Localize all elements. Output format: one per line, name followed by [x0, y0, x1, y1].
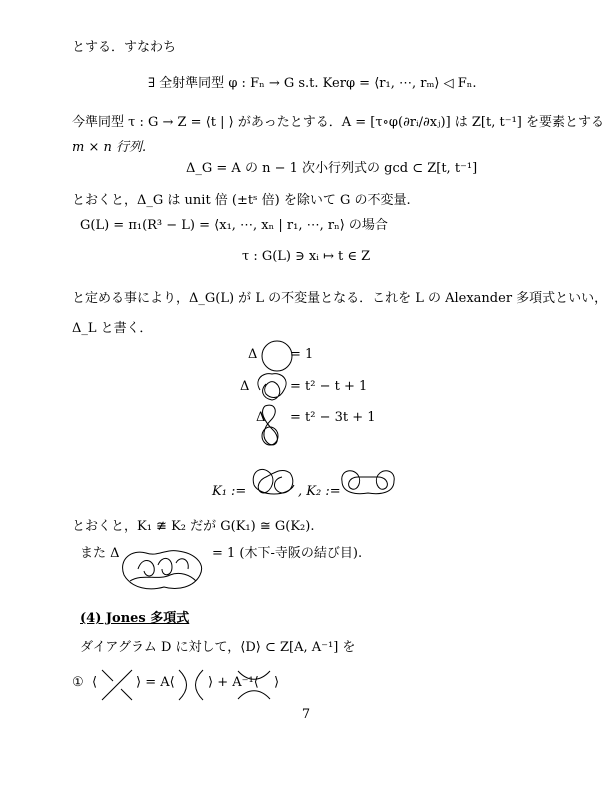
delta-definition: Δ_G = A の n − 1 次小行列式の gcd ⊂ Z[t, t⁻¹]	[186, 161, 478, 176]
k-comparison-line: とおくと，K₁ ≇ K₂ だが G(K₁) ≅ G(K₂).	[72, 519, 315, 534]
matrix-size-line: m × n 行列.	[72, 140, 147, 155]
alexander-line-2: Δ_L と書く．	[72, 321, 153, 336]
crossing-diagram	[100, 668, 134, 702]
horizontal-smoothing-diagram	[236, 668, 272, 702]
tau-map: τ : G(L) ∋ xᵢ ↦ t ∈ Z	[242, 249, 371, 264]
bracket-plus-a-inverse: ⟩ + A⁻¹⟨	[208, 675, 259, 690]
kinoshita-prefix: また Δ	[80, 546, 120, 561]
k1-label: K₁ :=	[212, 484, 247, 499]
page-number: 7	[301, 707, 311, 722]
delta-symbol-unknot: Δ	[248, 347, 258, 362]
figure-eight-diagram	[255, 402, 285, 448]
k2-knot-diagram	[338, 465, 398, 497]
kinoshita-polynomial: = 1 (木下-寺阪の結び目).	[212, 546, 363, 561]
bracket-open: ⟨	[92, 675, 98, 690]
intro-line: とする．すなわち	[72, 40, 177, 55]
homomorphism-line: 今準同型 τ : G → Z = ⟨t | ⟩ があったとする．A = [τ∘φ(∂rᵢ/∂xⱼ)] は Z[t, t⁻¹] を要素とする	[72, 115, 604, 130]
knot-group-line: G(L) = π₁(R³ − L) = ⟨x₁, ⋯, xₙ | r₁, ⋯, rₙ⟩ の場合	[80, 218, 388, 233]
vertical-smoothing-diagram	[176, 668, 206, 702]
figure-eight-polynomial: = t² − 3t + 1	[290, 410, 376, 425]
unknot-polynomial: = 1	[290, 347, 314, 362]
kinoshita-terasaka-knot-diagram	[118, 545, 210, 595]
delta-symbol-figure8: Δ	[256, 410, 266, 425]
k1-knot-diagram	[248, 463, 298, 499]
rule-number: ①	[72, 675, 84, 690]
k2-label: , K₂ :=	[298, 484, 341, 499]
delta-symbol-trefoil: Δ	[240, 379, 250, 394]
section-title-jones: (4) Jones 多項式	[80, 611, 190, 626]
trefoil-diagram	[252, 368, 292, 404]
invariant-line: とおくと，Δ_G は unit 倍 (±tˢ 倍) を除いて G の不変量.	[72, 193, 411, 208]
diagram-bracket-line: ダイアグラム D に対して，⟨D⟩ ⊂ Z[A, A⁻¹] を	[80, 640, 356, 655]
surjective-homomorphism-line: ∃ 全射準同型 φ : Fₙ → G s.t. Kerφ = ⟨r₁, ⋯, rₘ⟩ ◁ Fₙ.	[148, 76, 477, 91]
trefoil-polynomial: = t² − t + 1	[290, 379, 368, 394]
alexander-line-1: と定める事により，Δ_G(L) が L の不変量となる．これを L の Alexander 多項式といい，	[72, 291, 608, 306]
bracket-close: ⟩	[274, 675, 280, 690]
bracket-equals-a: ⟩ = A⟨	[136, 675, 175, 690]
